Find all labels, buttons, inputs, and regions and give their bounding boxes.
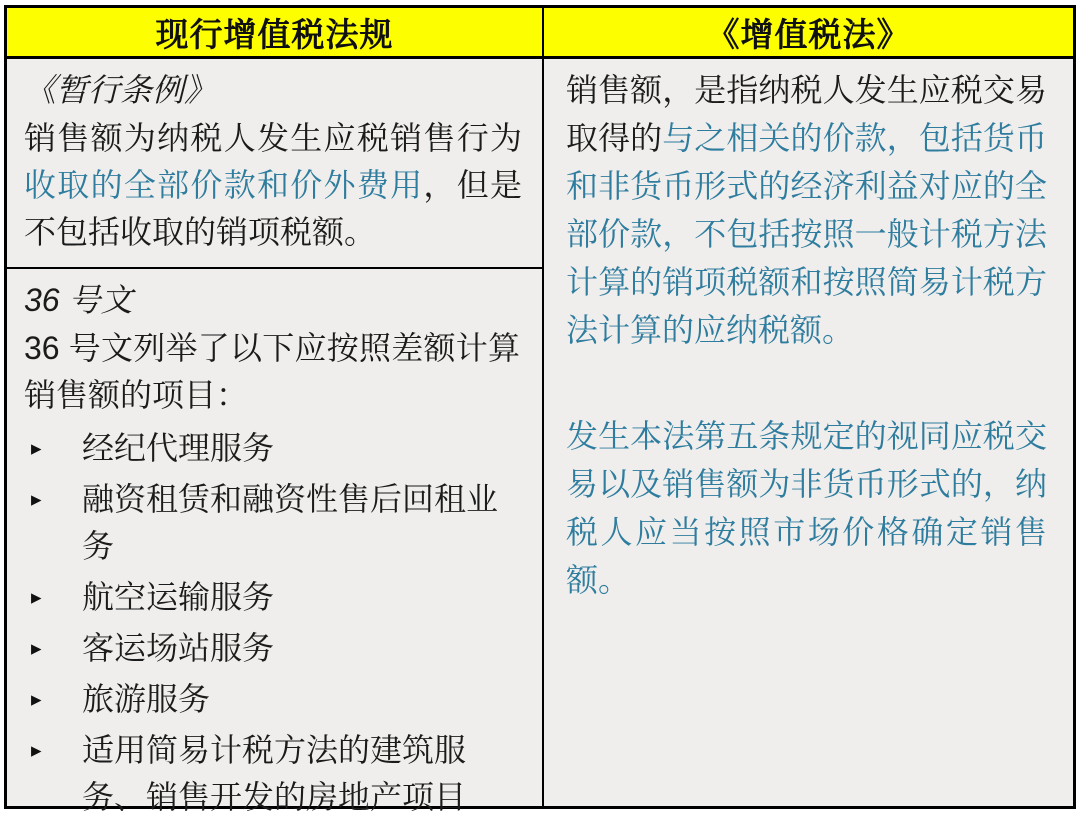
vat-law-paragraph-2: [566, 412, 1047, 604]
bullet-triangle-icon: ▸: [31, 739, 42, 762]
difference-calculation-items-list: [24, 425, 520, 813]
bullet-triangle-icon: ▸: [31, 437, 42, 460]
list-item: [24, 425, 520, 472]
bullet-item-label: 适用简易计税方法的建筑服务、销售开发的房地产项目: [82, 732, 467, 813]
table-header-row: [7, 8, 1073, 59]
text-segment: 与之相关的价款，包括货币和非货币形式的经济利益对应的全部价款，不包括按照一般计税方法计算的销项税额和按照简易计税方法计算的应纳税额。: [566, 120, 1047, 348]
bullet-triangle-icon: ▸: [31, 488, 42, 511]
text-segment: 销售额为纳税人发生应税销售行为: [24, 120, 522, 156]
list-item: [24, 676, 520, 723]
provisional-regulations-text: [24, 115, 522, 256]
text-segment: 发生本法第五条规定的视同应税交易以及销售额为非货币形式的，纳税人应当按照市场价格确定销售额。: [566, 418, 1047, 598]
comparison-table: [4, 5, 1076, 813]
list-item: [24, 625, 520, 672]
bullet-item-label: 融资租赁和融资性售后回租业务: [82, 481, 499, 564]
provisional-regulations-title: 《暂行条例》: [24, 72, 217, 108]
bullet-item-label: 旅游服务: [82, 681, 211, 717]
bullet-triangle-icon: ▸: [31, 586, 42, 609]
list-item: [24, 574, 520, 621]
bullet-triangle-icon: ▸: [31, 688, 42, 711]
bullet-triangle-icon: ▸: [31, 637, 42, 660]
right-column: [544, 59, 1073, 806]
circular-36-title: 36 号文: [24, 282, 133, 318]
text-segment: 销售额，是指纳税人发生应税交易取得的: [566, 72, 1047, 156]
left-column: [7, 59, 544, 813]
provisional-regulations-cell: [7, 59, 542, 269]
paragraph-spacer: [566, 354, 1047, 412]
vat-law-paragraph-1: [566, 66, 1047, 354]
text-segment: 收取的全部价款和价外费用: [24, 167, 424, 203]
header-vat-law: 《增值税法》: [706, 15, 911, 53]
circular-36-intro: 36 号文列举了以下应按照差额计算销售额的项目：: [24, 330, 520, 413]
list-item: [24, 476, 520, 570]
bullet-item-label: 经纪代理服务: [82, 430, 275, 466]
circular-36-cell: [7, 269, 542, 813]
bullet-item-label: 客运场站服务: [82, 630, 275, 666]
table-body-row: [7, 59, 1073, 813]
list-item: [24, 727, 520, 813]
header-current-vat-regulations: 现行增值税法规: [7, 8, 544, 56]
text-segment: ，但是不包括收取的销项税额。: [24, 167, 522, 250]
bullet-item-label: 航空运输服务: [82, 579, 275, 615]
